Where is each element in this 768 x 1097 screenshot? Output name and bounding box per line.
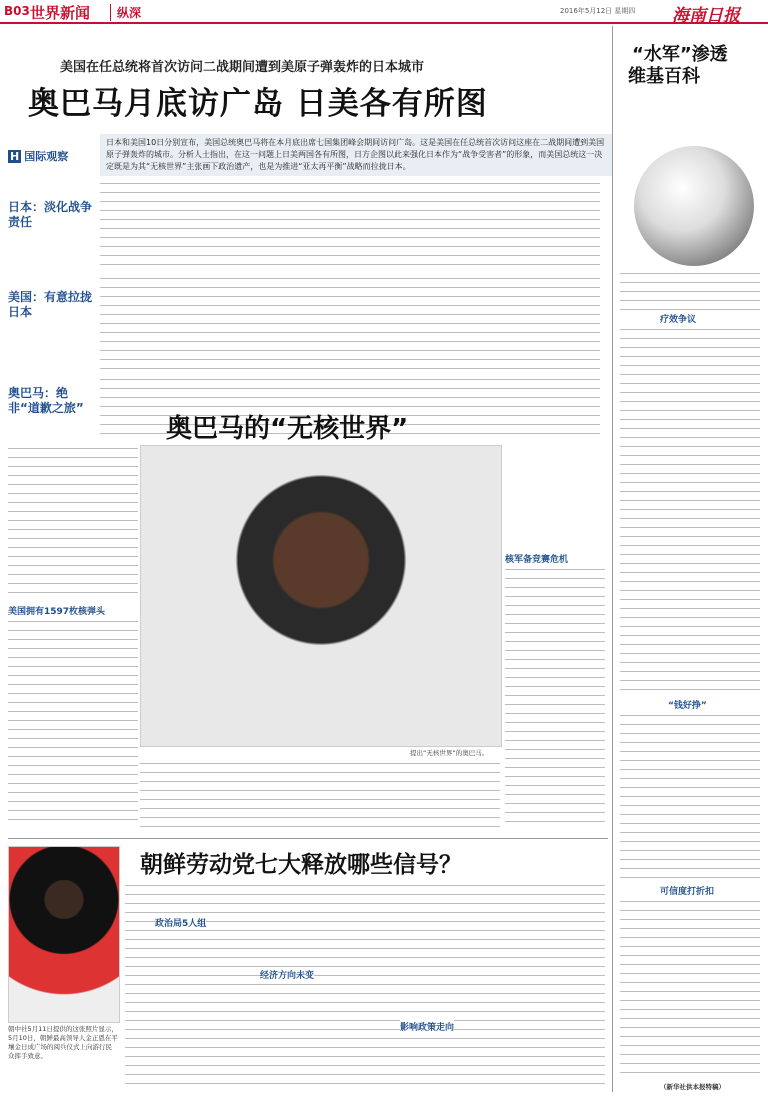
section-badge (8, 148, 68, 164)
article1-body-2 (100, 275, 600, 370)
side-heading-japan: 日本：淡化战争责任 (8, 200, 93, 229)
badge-label: 国际观察 (24, 150, 69, 163)
article3-subhead-3: 影响政策走向 (400, 1020, 454, 1033)
article2-body-left-2 (8, 618, 138, 828)
article3-subhead-2: 经济方向未变 (260, 968, 314, 981)
sidebar-body-4 (620, 898, 760, 1078)
newspaper-logo: 海南日报 (672, 6, 740, 26)
article3-subhead-1: 政治局5人组 (155, 916, 206, 929)
obama-photo (140, 445, 502, 747)
article1-lead: 日本和美国10日分别宣布，美国总统奥巴马将在本月底出席七国集团峰会期间访问广岛。这是美国在任总统首次访问这座在二战期间遭到美国原子弹轰炸的城市。分析人士指出，在这一问题上日美两国各有所图，日方企图以此来强化日本作为“战争受害者”的形象，而美国总统这一决定既是为其“无核世界”主张画下政治遗产，也是为推进“亚太再平衡”战略而拉拢日本。 (100, 134, 612, 176)
article2-body-right (505, 566, 605, 826)
obama-photo-caption: 提出“无核世界”的奥巴马。 (410, 749, 489, 757)
kim-photo (8, 846, 120, 1023)
sidebar-subhead-3: 可信度打折扣 (660, 887, 715, 897)
article3-body (125, 882, 605, 1087)
article2-subhead-1: 美国拥有1597枚核弹头 (8, 607, 106, 617)
badge-icon: H (10, 150, 20, 163)
sidebar-subhead-2: “钱好挣” (668, 701, 707, 711)
column-divider (612, 26, 613, 1092)
article1-body-1 (100, 180, 600, 270)
article3-headline: 朝鲜劳动党七大释放哪些信号？ (140, 852, 462, 878)
side-heading-obama: 奥巴马：绝非“道歉之旅” (8, 386, 84, 415)
sidebar-title-2: 维基百科 (628, 66, 700, 87)
sidebar-body-3 (620, 712, 760, 880)
sidebar-subhead-1: 疗效争议 (660, 315, 697, 325)
subsection-title: 纵深 (110, 4, 141, 21)
section-title: 世界新闻 (30, 4, 91, 22)
sidebar-body-1 (620, 270, 760, 310)
article1-headline: 奥巴马月底访广岛 日美各有所图 (28, 86, 488, 122)
sidebar-body-2 (620, 326, 760, 696)
article2-body-bottom (140, 760, 500, 830)
page-number: B03 (4, 4, 30, 18)
issue-date: 2016年5月12日 星期四 (560, 7, 636, 15)
article2-subhead-3: 核军备竞赛危机 (505, 555, 569, 565)
sidebar-title-1: “水军”渗透 (632, 44, 728, 65)
divider-article3 (8, 838, 608, 839)
sidebar-footer: （新华社供本报特稿） (660, 1083, 725, 1091)
side-heading-usa: 美国：有意拉拢日本 (8, 290, 93, 319)
wikipedia-globe-icon (634, 146, 754, 266)
article2-headline: 奥巴马的“无核世界” (166, 414, 409, 444)
kim-photo-caption: 朝中社5月11日提供的这张照片显示，5月10日，朝鲜最高领导人金正恩在平壤金日成广场的阅兵仪式上向游行民众挥手致意。 (8, 1025, 118, 1060)
article1-kicker: 美国在任总统将首次访问二战期间遭到美原子弹轰炸的日本城市 (60, 60, 425, 75)
article2-body-left (8, 445, 138, 600)
